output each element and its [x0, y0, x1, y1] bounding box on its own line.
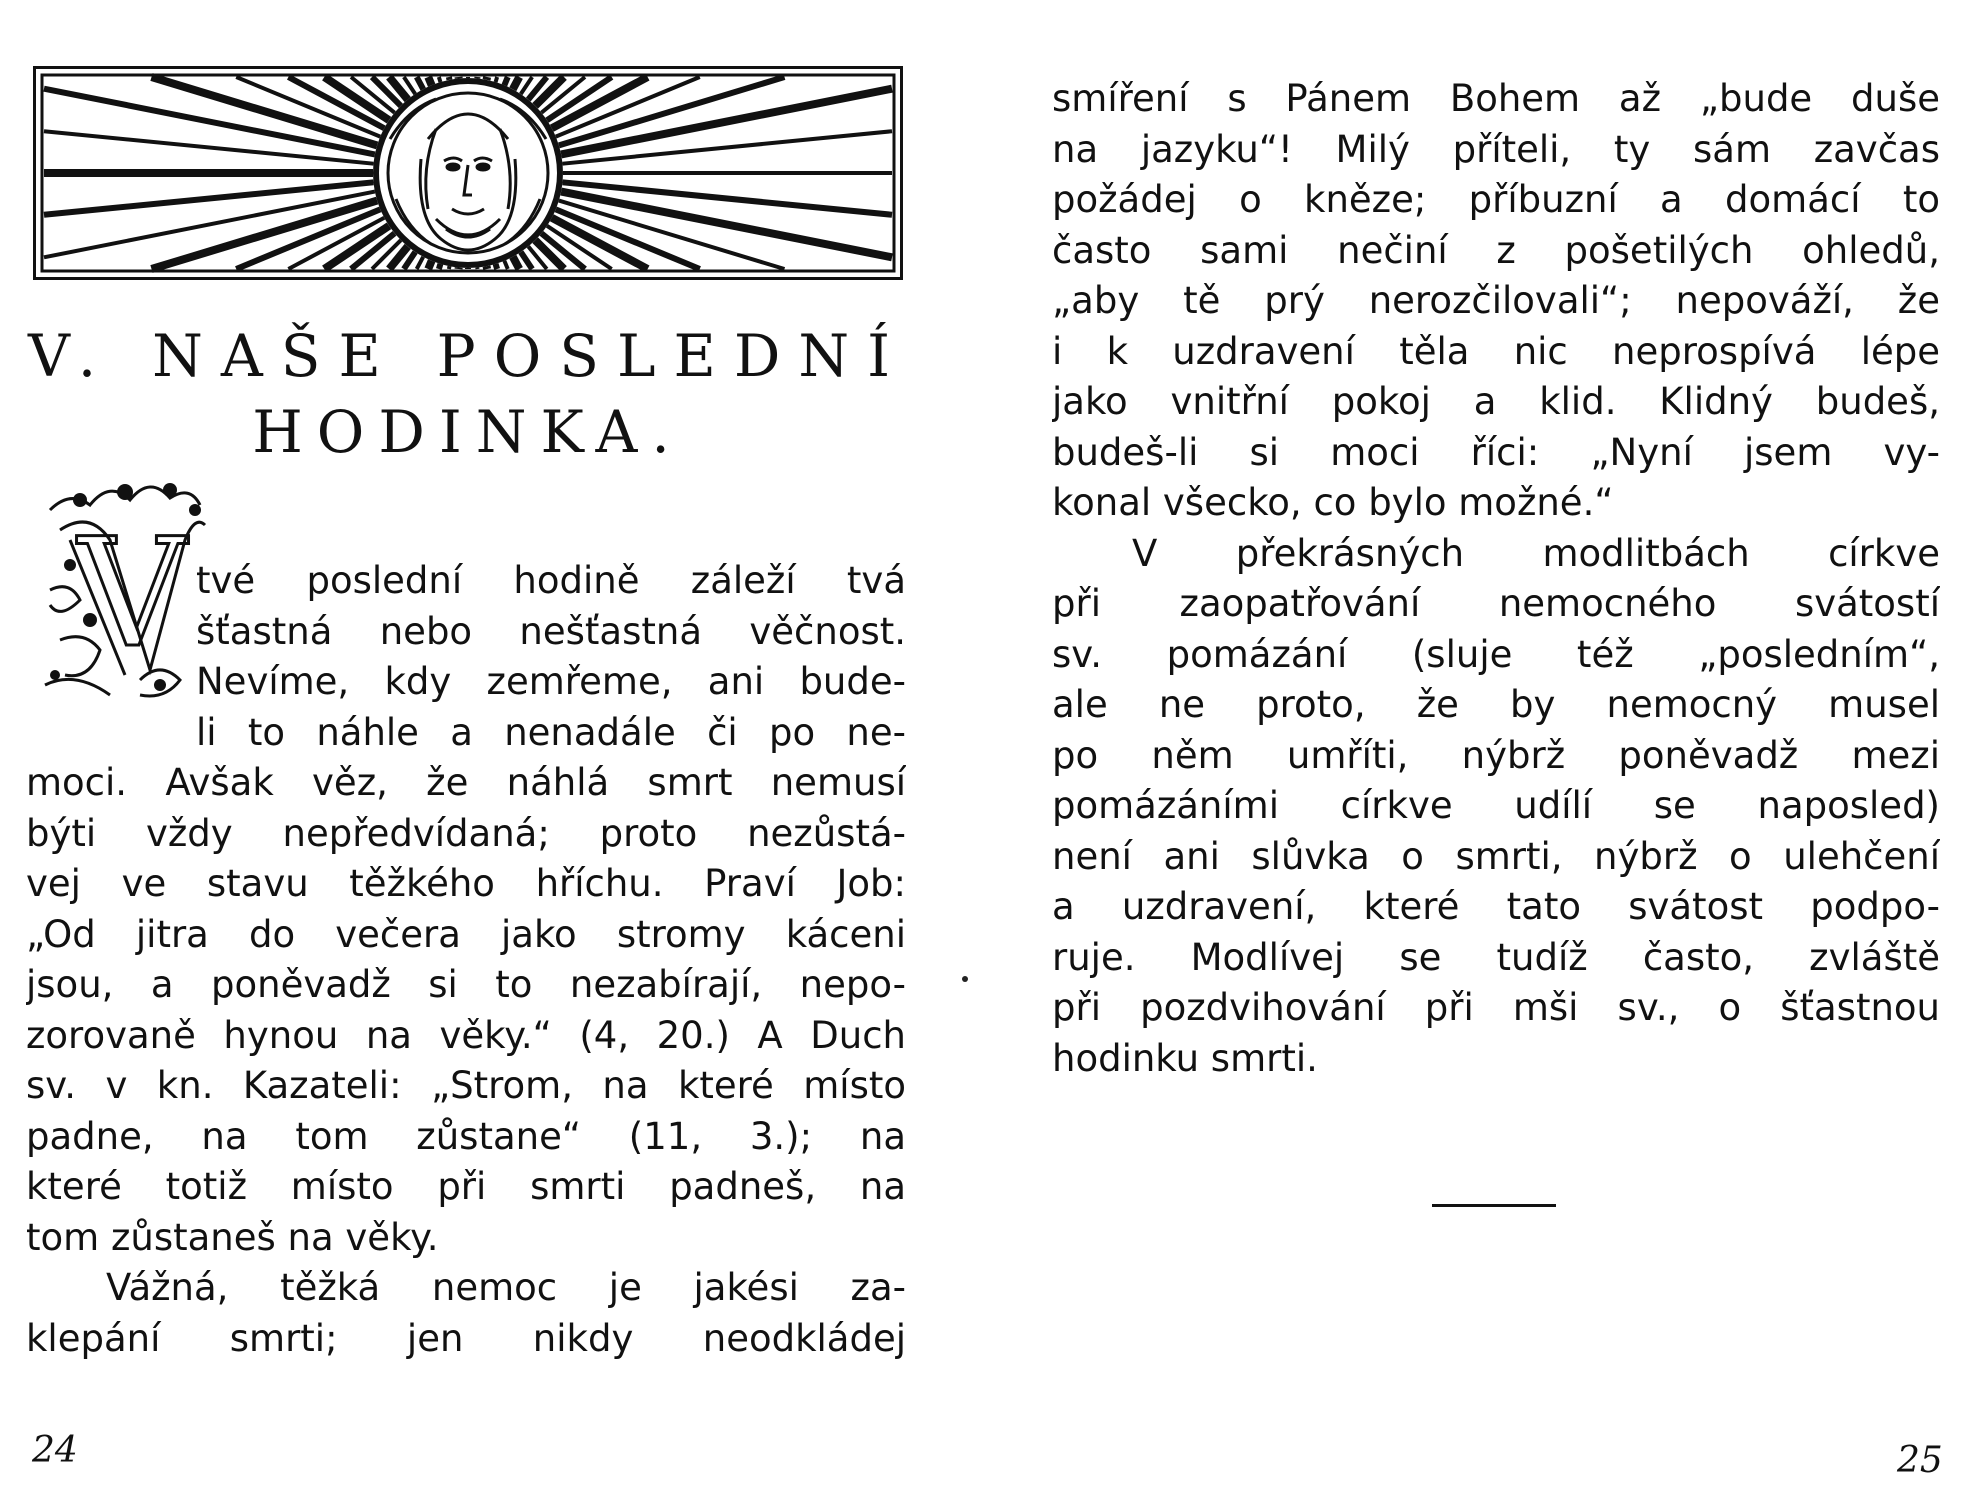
sunburst-ray — [504, 77, 507, 85]
text-line: na jazyku“! Milý příteli, ty sám zavčas — [1052, 127, 1940, 171]
text-line: jsou, a poněvadž si to nezabírají, nepo- — [26, 963, 906, 1006]
sunburst-ray — [417, 77, 424, 89]
text-line: ruje. Modlívej se tudíž často, zvláště — [1052, 935, 1940, 979]
text-line: požádej o kněze; příbuzní a domácí to — [1052, 178, 1940, 221]
text-line: hodinku smrti. — [1052, 1036, 1318, 1080]
text-line: není ani slůvka o smrti, nýbrž o ulehčení — [1052, 834, 1940, 878]
sunburst-ray — [449, 266, 450, 269]
text-line: šťastná nebo nešťastná věčnost. — [196, 609, 906, 653]
sunburst-ray — [504, 261, 507, 269]
chapter-title-line-2: HODINKA. — [252, 398, 684, 466]
text-line: býti vždy nepředvídaná; proto nezůstá- — [26, 811, 906, 855]
text-line: tom zůstaneš na věky. — [26, 1215, 439, 1259]
text-line: V překrásných modlitbách církve — [1132, 531, 1940, 575]
text-line: zorovaně hynou na věky.“ (4, 20.) A Duch — [26, 1013, 906, 1057]
sunburst-ray — [439, 264, 441, 269]
text-line: Vážná, těžká nemoc je jakési za- — [106, 1266, 906, 1309]
chapter-title — [28, 318, 908, 470]
sunburst-ray — [487, 77, 488, 80]
text-line: a uzdravení, které tato svátost podpo- — [1052, 885, 1940, 928]
text-line: po něm umříti, nýbrž poněvadž mezi — [1052, 733, 1940, 777]
sunburst-ray — [439, 77, 441, 82]
left-main-text — [26, 758, 906, 1364]
text-line: Nevíme, kdy zemřeme, ani bude- — [196, 660, 906, 703]
sunburst-ray — [496, 77, 498, 82]
text-line: při pozdvihování při mši sv., o šťastnou — [1052, 986, 1940, 1029]
text-line: li to náhle a nenadále či po ne- — [196, 710, 906, 754]
right-page — [989, 0, 1978, 1500]
text-line: ale ne proto, že by nemocný musel — [1052, 683, 1940, 726]
sunburst-ray — [487, 266, 488, 269]
sunburst-christ-medallion-icon — [36, 69, 900, 277]
sunburst-ray — [428, 77, 431, 85]
text-line: konal všecko, co bylo možné.“ — [1052, 481, 1614, 524]
section-separator-rule — [1432, 1204, 1556, 1207]
text-line: pomázáními církve udílí se naposled) — [1052, 784, 1940, 827]
text-line: jako vnitřní pokoj a klid. Klidný budeš, — [1052, 380, 1940, 423]
sunburst-ray — [513, 257, 520, 269]
ornamental-initial — [30, 470, 210, 710]
sunburst-ray — [417, 257, 424, 269]
text-line: které totiž místo při smrti padneš, na — [26, 1165, 906, 1208]
text-line: budeš-li si moci říci: „Nyní jsem vy- — [1052, 430, 1940, 474]
text-line: moci. Avšak věz, že náhlá smrt nemusí — [26, 761, 906, 804]
sunburst-ray — [428, 261, 431, 269]
text-line: vej ve stavu těžkého hříchu. Praví Job: — [26, 862, 906, 905]
text-line: „aby tě prý nerozčilovali“; nepováží, že — [1052, 279, 1940, 322]
text-line: sv. pomázání (sluje též „posledním“, — [1052, 632, 1940, 676]
header-ornament — [33, 66, 903, 280]
sunburst-ray — [44, 131, 373, 163]
chapter-title-line-1: V. NAŠE POSLEDNÍ — [28, 322, 908, 390]
sunburst-ray — [44, 182, 373, 214]
text-line: smíření s Pánem Bohem až „bude duše — [1052, 77, 1940, 120]
text-line: často sami nečiní z pošetilých ohledů, — [1052, 228, 1940, 272]
text-line: sv. v kn. Kazateli: „Strom, na které místo — [26, 1064, 906, 1107]
text-line: klepání smrti; jen nikdy neodkládej — [26, 1316, 906, 1360]
right-main-text — [1052, 74, 1940, 1084]
text-line: tvé poslední hodině záleží tvá — [196, 559, 906, 602]
text-line: při zaopatřování nemocného svátostí — [1052, 582, 1940, 625]
page-number-left: 24 — [32, 1430, 78, 1471]
initial-letter: V — [78, 507, 187, 681]
text-line: „Od jitra do večera jako stromy káceni — [26, 912, 906, 956]
first-paragraph-beside-initial — [196, 556, 906, 758]
text-line: i k uzdravení těla nic neprospívá lépe — [1052, 329, 1940, 373]
sunburst-ray — [513, 77, 520, 89]
sunburst-ray — [449, 77, 450, 80]
sunburst-ray — [496, 264, 498, 269]
print-speck — [962, 976, 968, 982]
text-line: padne, na tom zůstane“ (11, 3.); na — [26, 1114, 906, 1158]
page-number-right: 25 — [1897, 1440, 1943, 1481]
